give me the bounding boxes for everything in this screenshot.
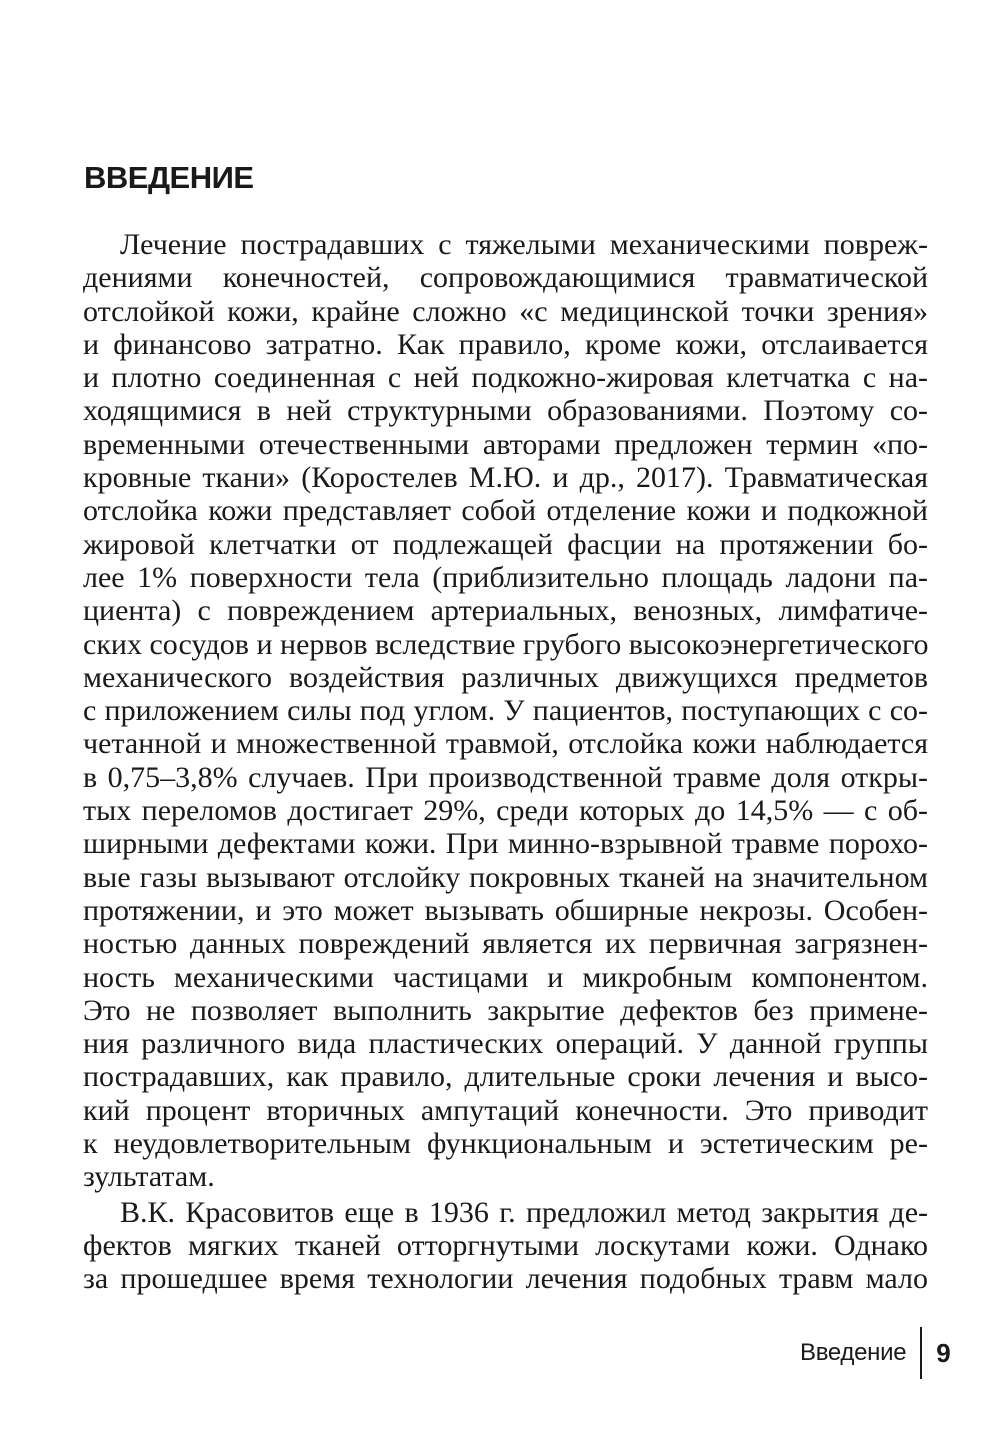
running-footer-section: Введение	[800, 1339, 907, 1366]
page-footer	[800, 1327, 951, 1379]
page-number: 9	[936, 1337, 951, 1368]
page-heading: ВВЕДЕНИЕ	[84, 160, 254, 195]
text-line: тых переломов достигает 29%, среди которых до 14,5% — с об-	[83, 794, 928, 828]
text-line: за прошедшее время технологии лечения подобных травм мало	[83, 1262, 928, 1296]
paragraph-1	[83, 228, 928, 1194]
text-line: к неудовлетворительным функциональным и эстетическим ре-	[83, 1127, 928, 1161]
text-line: пострадавших, как правило, длительные сроки лечения и высо-	[83, 1060, 928, 1094]
text-line: в 0,75–3,8% случаев. При производственной травме доля откры-	[83, 760, 928, 794]
paragraph-2	[83, 1196, 928, 1296]
text-line: дениями конечностей, сопровождающимися травматической	[83, 261, 928, 295]
text-line: циента) с повреждением артериальных, венозных, лимфатиче-	[83, 594, 928, 628]
text-line: Лечение пострадавших с тяжелыми механическими повреж-	[120, 228, 928, 261]
text-line: четанной и множественной травмой, отслойка кожи наблюдается	[83, 727, 928, 761]
text-line: В.К. Красовитов еще в 1936 г. предложил метод закрытия де-	[120, 1195, 928, 1229]
text-line: ностью данных повреждений является их первичная загрязнен-	[83, 927, 928, 961]
text-line: ния различного вида пластических операций. У данной группы	[83, 1027, 928, 1061]
text-line: отслойка кожи представляет собой отделение кожи и подкожной	[83, 494, 928, 528]
text-line: протяжении, и это может вызывать обширные некрозы. Особен-	[83, 893, 928, 927]
text-line: кровные ткани» (Коростелев М.Ю. и др., 2017). Травматическая	[83, 461, 928, 495]
text-line: ширными дефектами кожи. При минно-взрывной травме порохо-	[83, 827, 928, 861]
text-line: вые газы вызывают отслойку покровных тканей на значительном	[83, 860, 928, 894]
text-line: фектов мягких тканей отторгнутыми лоскутами кожи. Однако	[83, 1228, 928, 1262]
text-line: лее 1% поверхности тела (приблизительно площадь ладони па-	[83, 560, 928, 594]
text-line: временными отечественными авторами предложен термин «по-	[83, 427, 928, 461]
text-line: отслойкой кожи, крайне сложно «с медицинской точки зрения»	[83, 294, 928, 328]
text-line: ходящимися в ней структурными образованиями. Поэтому со-	[83, 394, 928, 428]
text-line: зультатам.	[83, 1160, 215, 1194]
text-line: и плотно соединенная с ней подкожно-жировая клетчатка с на-	[83, 361, 928, 395]
body-text	[83, 228, 928, 1296]
text-line: с приложением силы под углом. У пациентов, поступающих с со-	[83, 694, 928, 728]
text-line: механического воздействия различных движущихся предметов	[83, 660, 928, 694]
text-line: ность механическими частицами и микробным компонентом.	[83, 960, 928, 994]
text-line: Это не позволяет выполнить закрытие дефектов без примене-	[83, 993, 928, 1027]
text-line: и финансово затратно. Как правило, кроме кожи, отслаивается	[83, 327, 928, 361]
text-line: ских сосудов и нервов вследствие грубого высокоэнергетического	[83, 627, 929, 661]
text-line: жировой клетчатки от подлежащей фасции на протяжении бо-	[83, 527, 928, 561]
text-line: кий процент вторичных ампутаций конечности. Это приводит	[83, 1093, 928, 1127]
